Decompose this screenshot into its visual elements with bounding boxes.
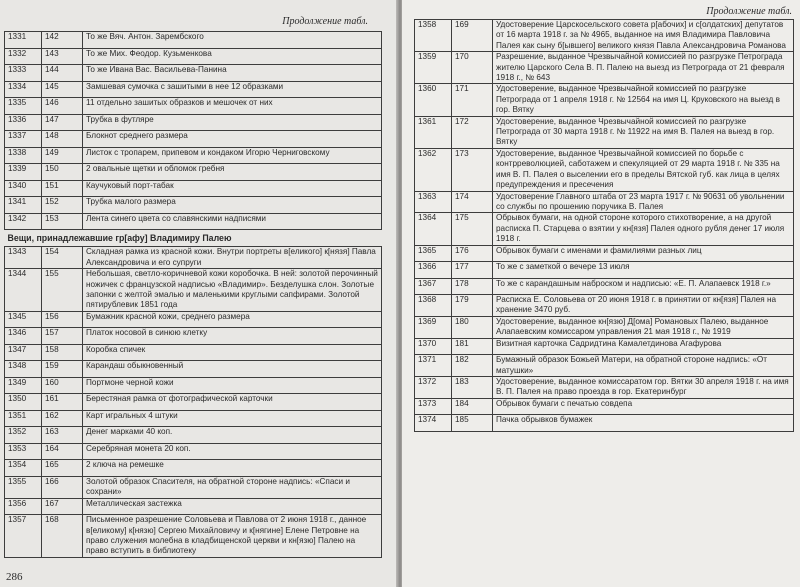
catalog-number-cell: 1346 — [5, 328, 42, 345]
item-number-cell: 159 — [42, 361, 83, 378]
description-cell: Визитная карточка Садридтина Камалетдинова Агафурова — [493, 338, 794, 355]
description-cell: Расписка Е. Соловьева от 20 июня 1918 г. в принятии от кн[язя] Палея на хранение 3470 руб. — [493, 295, 794, 317]
item-number-cell: 145 — [42, 81, 83, 98]
item-number-cell: 168 — [42, 515, 83, 558]
item-number-cell: 176 — [452, 245, 493, 262]
description-cell: Удостоверение Царскосельского совета р[абочих] и с[олдатских] депутатов от 16 марта 1918 г. за № 4965, выданное на имя Владимира Павловича Палея как сыну б[ывшего] великого князя Павла Александровича Романова — [493, 20, 794, 52]
catalog-number-cell: 1361 — [415, 116, 452, 148]
description-cell: То же Мих. Феодор. Кузьменкова — [83, 48, 382, 65]
catalog-number-cell: 1374 — [415, 415, 452, 432]
table-row — [415, 52, 794, 84]
description-cell: Бумажный образок Божьей Матери, на обратной стороне надпись: «От матушки» — [493, 355, 794, 377]
table-row — [415, 278, 794, 295]
catalog-number-cell: 1350 — [5, 394, 42, 411]
table-row — [5, 344, 382, 361]
catalog-number-cell: 1365 — [415, 245, 452, 262]
section-heading-row — [5, 230, 382, 247]
item-number-cell: 169 — [452, 20, 493, 52]
catalog-number-cell: 1372 — [415, 376, 452, 398]
item-number-cell: 182 — [452, 355, 493, 377]
description-cell: Берестяная рамка от фотографической карточки — [83, 394, 382, 411]
item-number-cell: 155 — [42, 269, 83, 312]
catalog-number-cell: 1359 — [415, 52, 452, 84]
running-head-right: Продолжение табл. — [706, 6, 792, 17]
description-cell: Удостоверение, выданное комиссаратом гор. Вятки 30 апреля 1918 г. на имя В. П. Палея на право проезда в гор. Екатеринбург — [493, 376, 794, 398]
description-cell: Бумажник красной кожи, среднего размера — [83, 311, 382, 328]
table-row — [5, 515, 382, 558]
description-cell: Карандаш обыкновенный — [83, 361, 382, 378]
catalog-number-cell: 1362 — [415, 148, 452, 191]
item-number-cell: 157 — [42, 328, 83, 345]
item-number-cell: 173 — [452, 148, 493, 191]
item-number-cell: 163 — [42, 427, 83, 444]
item-number-cell: 152 — [42, 197, 83, 214]
table-row — [415, 262, 794, 279]
description-cell: Листок с тропарем, припевом и кондаком Игорю Черниговскому — [83, 147, 382, 164]
item-number-cell: 185 — [452, 415, 493, 432]
table-row — [5, 164, 382, 181]
catalog-number-cell: 1340 — [5, 180, 42, 197]
table-row — [415, 213, 794, 245]
catalog-number-cell: 1348 — [5, 361, 42, 378]
item-number-cell: 175 — [452, 213, 493, 245]
description-cell: Удостоверение Главного штаба от 23 марта 1917 г. № 90631 об увольнении со службы по прошению поручика В. Палея — [493, 191, 794, 213]
item-number-cell: 172 — [452, 116, 493, 148]
table-row — [415, 191, 794, 213]
table-row — [5, 410, 382, 427]
catalog-number-cell: 1363 — [415, 191, 452, 213]
table-row — [415, 20, 794, 52]
description-cell: Письменное разрешение Соловьева и Павлова от 2 июня 1918 г., данное в[еликому] к[нязю] Сергею Михайловичу и к[нягине] Елене Петровне на право служения молебна в кладбищенской церкви и кн[язю] Палею на право вступить в библиотеку — [83, 515, 382, 558]
item-number-cell: 148 — [42, 131, 83, 148]
table-row — [5, 394, 382, 411]
table-row — [5, 114, 382, 131]
description-cell: Портмоне черной кожи — [83, 377, 382, 394]
description-cell: Трубка в футляре — [83, 114, 382, 131]
catalog-number-cell: 1337 — [5, 131, 42, 148]
catalog-number-cell: 1360 — [415, 84, 452, 116]
description-cell: Золотой образок Спасителя, на обратной стороне надпись: «Спаси и сохрани» — [83, 476, 382, 498]
description-cell: Блокнот среднего размера — [83, 131, 382, 148]
item-number-cell: 171 — [452, 84, 493, 116]
catalog-number-cell: 1336 — [5, 114, 42, 131]
catalog-number-cell: 1357 — [5, 515, 42, 558]
catalog-number-cell: 1354 — [5, 460, 42, 477]
item-number-cell: 158 — [42, 344, 83, 361]
catalog-number-cell: 1338 — [5, 147, 42, 164]
table-row — [5, 131, 382, 148]
item-number-cell: 161 — [42, 394, 83, 411]
table-row — [5, 460, 382, 477]
catalog-number-cell: 1331 — [5, 32, 42, 49]
description-cell: Удостоверение, выданное Чрезвычайной комиссией по разгрузке Петрограда от 1 апреля 1918 г. № 12564 на имя Ц. Круковского на выезд в гор. Вятку — [493, 84, 794, 116]
table-row — [5, 269, 382, 312]
table-row — [5, 311, 382, 328]
description-cell: Небольшая, светло-коричневой кожи коробочка. В ней: золотой перочинный ножичек с французской надписью «Владимир». Безделушка слон. Золотые запонки с желтой эмалью и маленькими круглыми сапфирами. Золотой пятирублевик 1851 года — [83, 269, 382, 312]
description-cell: То же с карандашным наброском и надписью: «Е. П. Алапаевск 1918 г.» — [493, 278, 794, 295]
table-row — [5, 65, 382, 82]
item-number-cell: 183 — [452, 376, 493, 398]
catalog-number-cell: 1369 — [415, 316, 452, 338]
description-cell: То же Вяч. Антон. Зарембского — [83, 32, 382, 49]
description-cell: Лента синего цвета со славянскими надписями — [83, 213, 382, 230]
table-row — [5, 476, 382, 498]
description-cell: 2 овальные щетки и обломок гребня — [83, 164, 382, 181]
table-row — [415, 415, 794, 432]
catalog-number-cell: 1356 — [5, 498, 42, 515]
description-cell: Удостоверение, выданное Чрезвычайной комиссией по борьбе с контрреволюцией, саботажем и спекуляцией от 29 марта 1918 г. № 335 на имя В. П. Палея о выселении его в пределы Вятской губ. как лица в целях предупреждения и пресечения — [493, 148, 794, 191]
item-number-cell: 181 — [452, 338, 493, 355]
item-number-cell: 160 — [42, 377, 83, 394]
description-cell: Каучуковый порт-табак — [83, 180, 382, 197]
table-row — [5, 328, 382, 345]
catalog-number-cell: 1351 — [5, 410, 42, 427]
catalog-number-cell: 1349 — [5, 377, 42, 394]
table-row — [415, 338, 794, 355]
table-row — [5, 98, 382, 115]
description-cell: Трубка малого размера — [83, 197, 382, 214]
description-cell: 11 отдельно зашитых образков и мешочек от них — [83, 98, 382, 115]
catalog-number-cell: 1352 — [5, 427, 42, 444]
description-cell: Удостоверение, выданное кн[язю] Д[ома] Романовых Палею, выданное Алапаевским комиссаром управления 21 мая 1918 г., № 1919 — [493, 316, 794, 338]
description-cell: Карт игральных 4 штуки — [83, 410, 382, 427]
description-cell: Металлическая застежка — [83, 498, 382, 515]
running-head-left: Продолжение табл. — [282, 16, 368, 27]
catalog-number-cell: 1347 — [5, 344, 42, 361]
left-page — [0, 0, 398, 587]
table-row — [5, 197, 382, 214]
description-cell: Обрывок бумаги с печатью совдепа — [493, 398, 794, 415]
catalog-number-cell: 1358 — [415, 20, 452, 52]
table-row — [415, 116, 794, 148]
catalog-number-cell: 1333 — [5, 65, 42, 82]
catalog-number-cell: 1367 — [415, 278, 452, 295]
item-number-cell: 151 — [42, 180, 83, 197]
catalog-number-cell: 1335 — [5, 98, 42, 115]
catalog-number-cell: 1332 — [5, 48, 42, 65]
section-heading: Вещи, принадлежавшие гр[афу] Владимиру Палею — [5, 230, 382, 247]
catalog-number-cell: 1370 — [415, 338, 452, 355]
item-number-cell: 164 — [42, 443, 83, 460]
table-row — [5, 377, 382, 394]
table-row — [5, 427, 382, 444]
table-row — [5, 48, 382, 65]
description-cell: Коробка спичек — [83, 344, 382, 361]
item-number-cell: 154 — [42, 247, 83, 269]
catalog-number-cell: 1353 — [5, 443, 42, 460]
item-number-cell: 156 — [42, 311, 83, 328]
right-page — [402, 0, 800, 587]
item-number-cell: 179 — [452, 295, 493, 317]
item-number-cell: 153 — [42, 213, 83, 230]
item-number-cell: 166 — [42, 476, 83, 498]
catalog-number-cell: 1342 — [5, 213, 42, 230]
table-row — [415, 376, 794, 398]
table-row — [415, 295, 794, 317]
page-number-left: 286 — [6, 571, 23, 583]
item-number-cell: 174 — [452, 191, 493, 213]
item-number-cell: 165 — [42, 460, 83, 477]
catalog-number-cell: 1368 — [415, 295, 452, 317]
table-row — [5, 361, 382, 378]
item-number-cell: 167 — [42, 498, 83, 515]
table-row — [5, 443, 382, 460]
catalog-number-cell: 1334 — [5, 81, 42, 98]
table-row — [415, 398, 794, 415]
catalog-number-cell: 1343 — [5, 247, 42, 269]
catalog-number-cell: 1341 — [5, 197, 42, 214]
table-row — [5, 498, 382, 515]
item-number-cell: 146 — [42, 98, 83, 115]
description-cell: Разрешение, выданное Чрезвычайной комиссией по разгрузке Петрограда жителю Царского Села В. П. Палею на выезд из Петрограда от 21 февраля 1918 г., № 643 — [493, 52, 794, 84]
item-number-cell: 144 — [42, 65, 83, 82]
catalog-number-cell: 1344 — [5, 269, 42, 312]
item-number-cell: 143 — [42, 48, 83, 65]
catalog-number-cell: 1364 — [415, 213, 452, 245]
catalog-number-cell: 1339 — [5, 164, 42, 181]
description-cell: 2 ключа на ремешке — [83, 460, 382, 477]
item-number-cell: 149 — [42, 147, 83, 164]
catalog-number-cell: 1355 — [5, 476, 42, 498]
catalog-number-cell: 1345 — [5, 311, 42, 328]
description-cell: Складная рамка из красной кожи. Внутри портреты в[еликого] к[нязя] Павла Александровича и его супруги — [83, 247, 382, 269]
description-cell: Серебряная монета 20 коп. — [83, 443, 382, 460]
item-number-cell: 184 — [452, 398, 493, 415]
table-row — [415, 316, 794, 338]
description-cell: Пачка обрывков бумажек — [493, 415, 794, 432]
item-number-cell: 147 — [42, 114, 83, 131]
catalog-number-cell: 1373 — [415, 398, 452, 415]
catalog-number-cell: 1366 — [415, 262, 452, 279]
item-number-cell: 150 — [42, 164, 83, 181]
description-cell: Обрывок бумаги, на одной стороне которого стихотворение, а на другой расписка П. Старцева о взятии у кн[язя] Палея одного рубля денег 17 июля 1918 г. — [493, 213, 794, 245]
table-row — [415, 245, 794, 262]
table-row — [5, 213, 382, 230]
description-cell: Платок носовой в синюю клетку — [83, 328, 382, 345]
table-row — [415, 84, 794, 116]
description-cell: Денег марками 40 коп. — [83, 427, 382, 444]
table-row — [415, 148, 794, 191]
table-row — [5, 247, 382, 269]
catalog-number-cell: 1371 — [415, 355, 452, 377]
description-cell: Замшевая сумочка с зашитыми в нее 12 образками — [83, 81, 382, 98]
table-row — [5, 32, 382, 49]
item-number-cell: 170 — [452, 52, 493, 84]
table-row — [5, 180, 382, 197]
left-table — [4, 31, 382, 558]
right-table — [414, 19, 794, 432]
description-cell: То же Ивана Вас. Васильева-Панина — [83, 65, 382, 82]
description-cell: Обрывок бумаги с именами и фамилиями разных лиц — [493, 245, 794, 262]
description-cell: Удостоверение, выданное Чрезвычайной комиссией по разгрузке Петрограда от 30 марта 1918 г. № 11922 на имя В. Палея на выезд в гор. Вятку — [493, 116, 794, 148]
item-number-cell: 162 — [42, 410, 83, 427]
item-number-cell: 142 — [42, 32, 83, 49]
item-number-cell: 178 — [452, 278, 493, 295]
table-row — [415, 355, 794, 377]
table-row — [5, 81, 382, 98]
item-number-cell: 180 — [452, 316, 493, 338]
description-cell: То же с заметкой о вечере 13 июля — [493, 262, 794, 279]
item-number-cell: 177 — [452, 262, 493, 279]
table-row — [5, 147, 382, 164]
